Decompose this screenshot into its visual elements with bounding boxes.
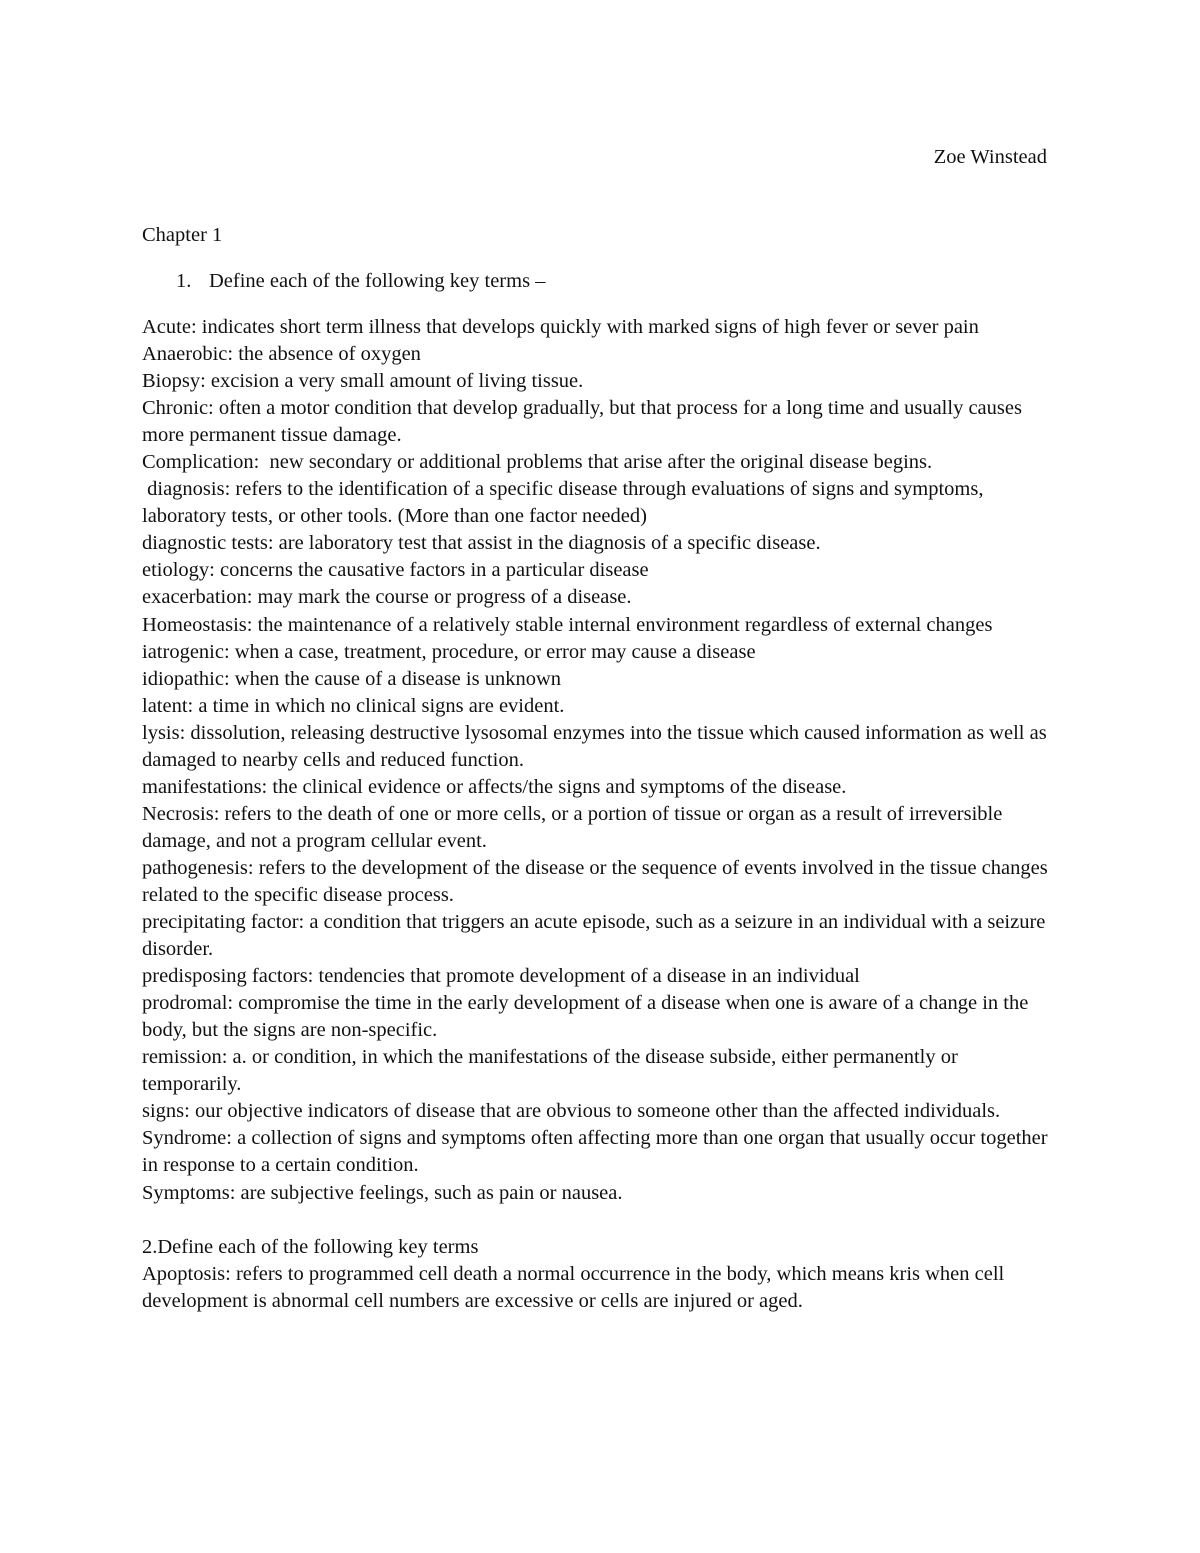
definition-latent: latent: a time in which no clinical signs are evident. bbox=[142, 694, 565, 717]
definition-chronic: Chronic: often a motor condition that develop gradually, but that process for a long time and usually causes more permanent tissue damage. bbox=[142, 397, 1022, 447]
definition-manifestations: manifestations: the clinical evidence or affects/the signs and symptoms of the disease. bbox=[142, 775, 847, 798]
definition-etiology: etiology: concerns the causative factors in a particular disease bbox=[142, 559, 649, 582]
definition-idiopathic: idiopathic: when the cause of a disease is unknown bbox=[142, 667, 561, 690]
definition-acute: Acute: indicates short term illness that develops quickly with marked signs of high fever or sever pain bbox=[142, 316, 979, 338]
definition-predisposing-factors: predisposing factors: tendencies that promote development of a disease in an individual bbox=[142, 965, 860, 988]
definition-biopsy: Biopsy: excision a very small amount of living tissue. bbox=[142, 370, 584, 393]
definition-exacerbation: exacerbation: may mark the course or progress of a disease. bbox=[142, 586, 632, 609]
definitions-body bbox=[142, 314, 1062, 1315]
section-1-heading bbox=[142, 268, 545, 295]
section-2-heading: 2.Define each of the following key terms bbox=[142, 1235, 479, 1258]
definition-symptoms: Symptoms: are subjective feelings, such as pain or nausea. bbox=[142, 1181, 623, 1204]
section-1-heading-text: Define each of the following key terms – bbox=[209, 270, 546, 292]
definition-precipitating-factor: precipitating factor: a condition that triggers an acute episode, such as a seizure in an individual with a seizure disorder. bbox=[142, 911, 1046, 961]
definition-complication: Complication: new secondary or additional problems that arise after the original disease begins. bbox=[142, 451, 933, 474]
author-name: Zoe Winstead bbox=[933, 146, 1047, 168]
definition-signs: signs: our objective indicators of disease that are obvious to someone other than the affected individuals. bbox=[142, 1100, 1001, 1123]
definition-homeostasis: Homeostasis: the maintenance of a relatively stable internal environment regardless of external changes bbox=[142, 613, 993, 636]
definition-apoptosis: Apoptosis: refers to programmed cell death a normal occurrence in the body, which means kris when cell development is abnormal cell numbers are excessive or cells are injured or aged. bbox=[142, 1262, 1005, 1312]
chapter-title: Chapter 1 bbox=[142, 224, 223, 246]
definition-remission: remission: a. or condition, in which the manifestations of the disease subside, either permanently or temporarily. bbox=[142, 1046, 958, 1096]
definition-lysis: lysis: dissolution, releasing destructive lysosomal enzymes into the tissue which caused information as well as damaged to nearby cells and reduced function. bbox=[142, 721, 1047, 771]
definition-pathogenesis: pathogenesis: refers to the development of the disease or the sequence of events involved in the tissue changes related to the specific disease process. bbox=[142, 856, 1048, 906]
definition-iatrogenic: iatrogenic: when a case, treatment, procedure, or error may cause a disease bbox=[142, 640, 756, 663]
section-spacer bbox=[142, 1207, 1062, 1234]
definition-prodromal: prodromal: compromise the time in the early development of a disease when one is aware of a change in the body, but the signs are non-specific. bbox=[142, 992, 1029, 1042]
definition-anaerobic: Anaerobic: the absence of oxygen bbox=[142, 343, 421, 366]
section-1-number: 1. bbox=[176, 270, 192, 292]
definition-necrosis: Necrosis: refers to the death of one or more cells, or a portion of tissue or organ as a result of irreversible damage, and not a program cellular event. bbox=[142, 802, 1003, 852]
definition-diagnosis: diagnosis: refers to the identification of a specific disease through evaluations of signs and symptoms, laboratory tests, or other tools. (More than one factor needed) bbox=[142, 478, 989, 528]
definition-syndrome: Syndrome: a collection of signs and symptoms often affecting more than one organ that usually occur together in response to a certain condition. bbox=[142, 1127, 1048, 1177]
definition-diagnostic-tests: diagnostic tests: are laboratory test that assist in the diagnosis of a specific disease. bbox=[142, 532, 821, 555]
